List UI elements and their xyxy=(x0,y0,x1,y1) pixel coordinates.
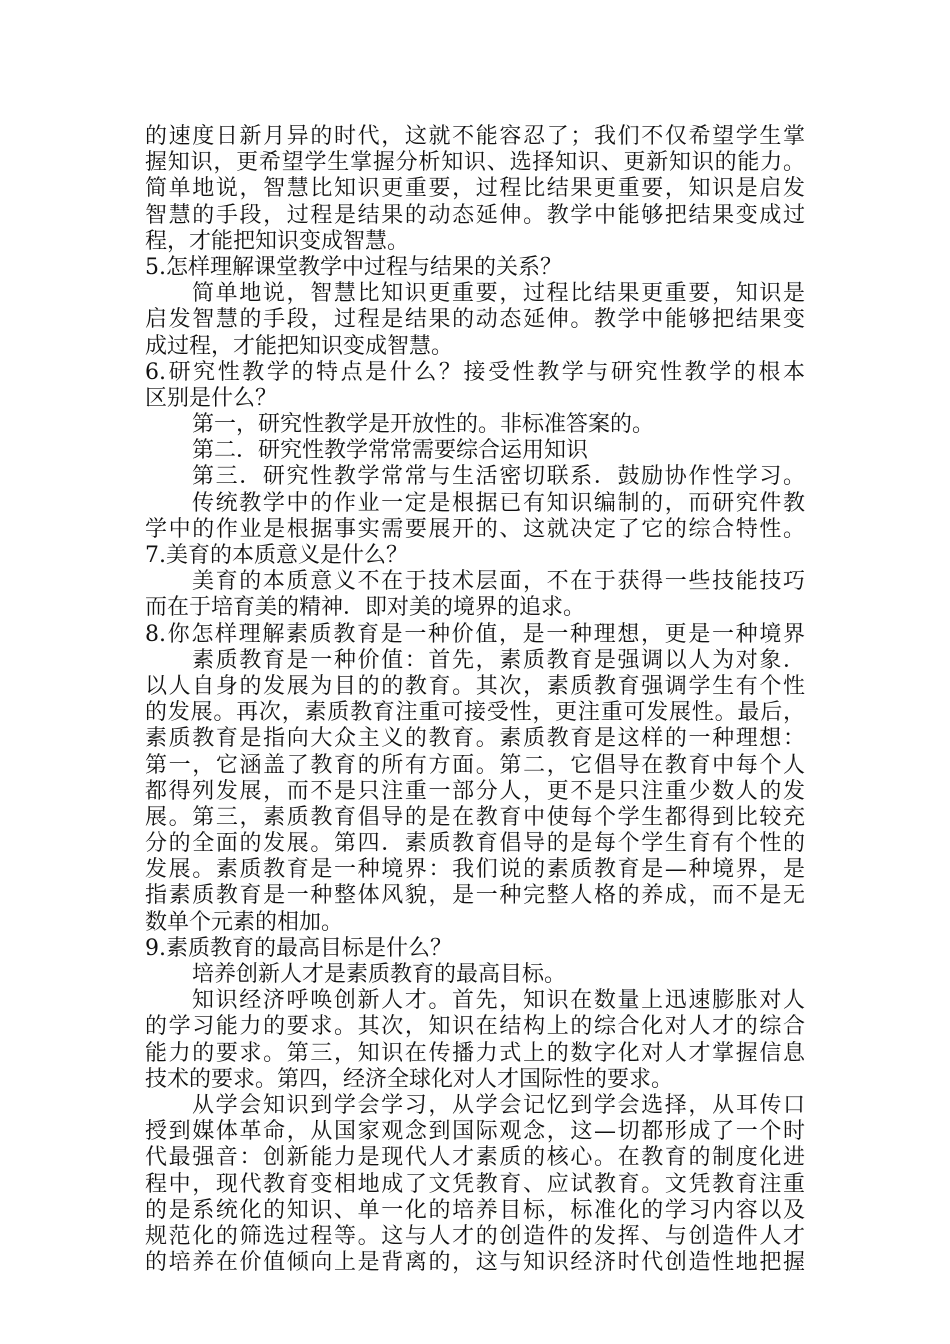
text-line: 以人自身的发展为目的的教育。其次，素质教育强调学生有个性 xyxy=(145,673,805,699)
text-line: 程中，现代教育变相地成了文凭教育、应试教育。文凭教育注重 xyxy=(145,1171,805,1197)
text-line: 9.素质教育的最高目标是什么？ xyxy=(145,935,452,961)
text-line: 规范化的筛选过程等。这与人才的创造件的发挥、与创造件人才 xyxy=(145,1223,805,1249)
text-line: 美育的本质意义不在于技术层面，不在于获得一些技能技巧 xyxy=(192,569,805,595)
text-line: 简单地说，智慧比知识更重要，过程比结果更重要，知识是启发 xyxy=(145,176,805,202)
text-line: 发展。素质教育是一种境界：我们说的素质教育是—种境界，是 xyxy=(145,857,805,883)
text-line: 成过程，才能把知识变成智慧。 xyxy=(145,333,454,359)
text-line: 素质教育是指向大众主义的教育。素质教育是这样的一种理想： xyxy=(145,726,805,752)
text-line: 从学会知识到学会学习，从学会记忆到学会选择，从耳传口 xyxy=(192,1092,805,1118)
text-line: 第一，它涵盖了教育的所有方面。第二，它倡导在教育中每个人 xyxy=(145,752,805,778)
text-line: 第二．研究性教学常常需要综合运用知识 xyxy=(192,438,589,464)
text-line: 的学习能力的要求。其次，知识在结构上的综合化对人才的综合 xyxy=(145,1014,805,1040)
text-line: 7.美育的本质意义是什么？ xyxy=(145,543,408,568)
text-line: 代最强音：创新能力是现代人才素质的核心。在教育的制度化进 xyxy=(145,1145,805,1171)
text-line: 的培养在价值倾向上是背离的，这与知识经济时代创造性地把握 xyxy=(145,1250,805,1276)
text-line: 第一，研究性教学是开放性的。非标准答案的。 xyxy=(192,412,655,438)
text-line: 的是系统化的知识、单一化的培养目标，标准化的学习内容以及 xyxy=(145,1197,805,1223)
document-body xyxy=(145,124,805,1276)
text-line: 的发展。再次，素质教育注重可接受性，更注重可发展性。最后， xyxy=(145,700,805,726)
text-line: 简单地说，智慧比知识更重要，过程比结果更重要，知识是 xyxy=(192,281,805,307)
text-line: 素质教育是一种价值：首先，素质教育是强调以人为对象． xyxy=(192,647,805,673)
text-line: 授到媒体革命，从国家观念到国际观念，这—切都形成了一个时 xyxy=(145,1119,805,1145)
text-line: 学中的作业是根据事实需要展开的、这就决定了它的综合特性。 xyxy=(145,516,805,542)
text-line: 指素质教育是一种整体风貌，是一种完整人格的养成，而不是无 xyxy=(145,883,805,909)
text-line: 数单个元素的相加。 xyxy=(145,909,344,935)
text-line: 5.怎样理解课堂教学中过程与结果的关系？ xyxy=(145,254,562,280)
text-line: 的速度日新月异的时代，这就不能容忍了；我们不仅希望学生掌 xyxy=(145,124,805,149)
text-line: 区别是什么？ xyxy=(145,385,278,411)
text-line: 握知识，更希望学生掌握分析知识、选择知识、更新知识的能力。 xyxy=(145,150,805,176)
text-line: 传统教学中的作业一定是根据已有知识编制的，而研究件教 xyxy=(192,490,805,516)
text-line: 程，才能把知识变成智慧。 xyxy=(145,228,410,254)
text-line: 展。第三，素质教育倡导的是在教育中使每个学生都得到比较充 xyxy=(145,804,805,830)
text-line: 能力的要求。第三，知识在传播力式上的数字化对人才掌握信息 xyxy=(145,1040,805,1066)
text-line: 而在于培育美的精神．即对美的境界的追求。 xyxy=(145,595,586,621)
text-line: 智慧的手段，过程是结果的动态延伸。教学中能够把结果变成过 xyxy=(145,202,805,228)
text-line: 启发智慧的手段，过程是结果的动态延伸。教学中能够把结果变 xyxy=(145,307,805,333)
text-line: 分的全面的发展。第四．素质教育倡导的是每个学生育有个性的 xyxy=(145,831,805,857)
text-line: 技术的要求。第四，经济全球化对人才国际性的要求。 xyxy=(145,1066,674,1092)
text-line: 6.研究性教学的特点是什么？接受性教学与研究性教学的根本 xyxy=(145,359,805,385)
text-line: 都得列发展，而不是只注重一部分人，更不是只注重少数人的发 xyxy=(145,778,805,804)
text-line: 知识经济呼唤创新人才。首先，知识在数量上迅速膨胀对人 xyxy=(192,988,805,1014)
text-line: 培养创新人才是素质教育的最高目标。 xyxy=(192,962,567,987)
text-line: 第三．研究性教学常常与生活密切联系．鼓励协作性学习。 xyxy=(192,464,805,490)
text-line: 8.你怎样理解素质教育是一种价值，是一种理想，更是一种境界 xyxy=(145,621,805,647)
